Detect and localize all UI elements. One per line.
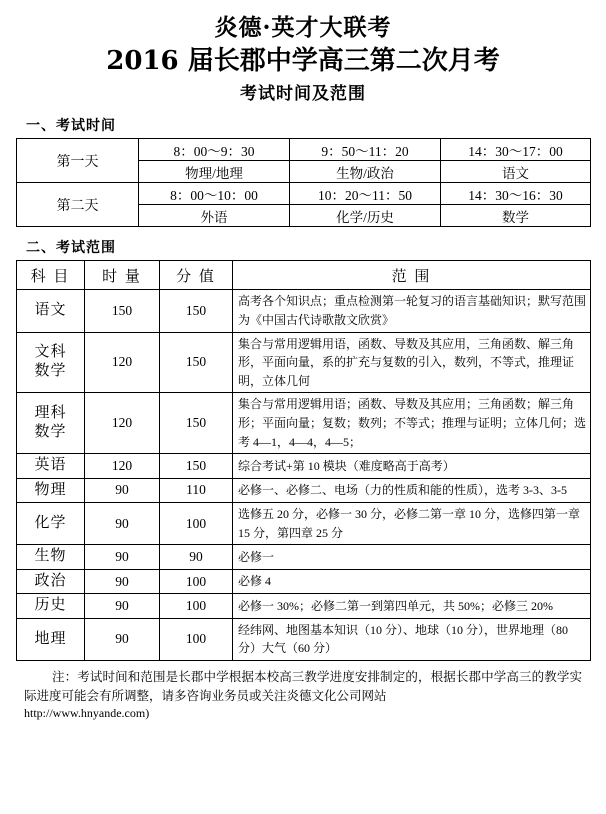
day-label-2: 第二天	[17, 183, 139, 227]
cell-duration: 90	[85, 503, 160, 545]
cell-range: 必修一 30%；必修二第一到第四单元，共 50%；必修三 20%	[233, 594, 591, 619]
table-row	[17, 290, 591, 332]
cell-range: 必修一	[233, 545, 591, 570]
cell-score: 100	[160, 503, 233, 545]
table-row	[17, 503, 591, 545]
footer-note: 注：考试时间和范围是长郡中学根据本校高三教学进度安排制定的，根据长郡中学高三的教学实际进度可能会有所调整，请多咨询业务员或关注炎德文化公司网站	[24, 669, 582, 703]
time-subject: 语文	[441, 161, 591, 183]
time-slot: 10：20～11：50	[290, 183, 441, 205]
table-row	[17, 393, 591, 454]
cell-score: 110	[160, 478, 233, 503]
day-label-1: 第一天	[17, 139, 139, 183]
cell-duration: 120	[85, 393, 160, 454]
cell-score: 150	[160, 332, 233, 393]
table-row	[17, 332, 591, 393]
table-header-row	[17, 261, 591, 290]
time-slot: 14：30～16：30	[441, 183, 591, 205]
cell-duration: 90	[85, 618, 160, 660]
page-title-line2: 2016 届长郡中学高三第二次月考	[106, 45, 500, 76]
time-slot: 14：30～17：00	[441, 139, 591, 161]
cell-score: 100	[160, 618, 233, 660]
cell-subject: 政治	[17, 569, 85, 594]
cell-range: 必修一、必修二、电场（力的性质和能的性质），选考 3-3、3-5	[233, 478, 591, 503]
exam-scope-table	[16, 260, 591, 661]
table-row	[17, 183, 591, 205]
time-subject: 生物/政治	[290, 161, 441, 183]
table-row	[17, 545, 591, 570]
cell-score: 100	[160, 594, 233, 619]
cell-duration: 90	[85, 594, 160, 619]
table-row	[17, 139, 591, 161]
column-header-range: 范 围	[233, 261, 591, 290]
cell-subject: 物理	[17, 478, 85, 503]
time-subject: 化学/历史	[290, 205, 441, 227]
cell-range: 高考各个知识点；重点检测第一轮复习的语言基础知识；默写范围为《中国古代诗歌散文欣赏》	[233, 290, 591, 332]
cell-duration: 90	[85, 569, 160, 594]
cell-subject: 历史	[17, 594, 85, 619]
cell-duration: 150	[85, 290, 160, 332]
cell-subject: 生物	[17, 545, 85, 570]
table-row	[17, 594, 591, 619]
time-subject: 数学	[441, 205, 591, 227]
exam-time-table	[16, 138, 591, 227]
cell-score: 100	[160, 569, 233, 594]
cell-duration: 90	[85, 545, 160, 570]
cell-range: 选修五 20 分，必修一 30 分，必修二第一章 10 分，选修四第一章 15 分，第四章 25 分	[233, 503, 591, 545]
cell-subject: 英语	[17, 454, 85, 479]
cell-score: 150	[160, 454, 233, 479]
footer-url: http://www.hnyande.com)	[24, 706, 150, 721]
cell-subject: 地理	[17, 618, 85, 660]
cell-score: 90	[160, 545, 233, 570]
cell-duration: 90	[85, 478, 160, 503]
cell-score: 150	[160, 393, 233, 454]
page-title-line1: 炎德·英才大联考	[214, 14, 392, 41]
cell-subject: 化学	[17, 503, 85, 545]
cell-range: 综合考试+第 10 模块（难度略高于高考）	[233, 454, 591, 479]
table-row	[17, 618, 591, 660]
cell-duration: 120	[85, 454, 160, 479]
table-row	[17, 569, 591, 594]
cell-subject: 文科 数学	[17, 332, 85, 393]
cell-range: 必修 4	[233, 569, 591, 594]
table-row	[17, 478, 591, 503]
column-header-subject: 科 目	[17, 261, 85, 290]
time-slot: 8：00～9：30	[139, 139, 290, 161]
cell-range: 经纬网、地图基本知识（10 分）、地球（10 分），世界地理（80 分）大气（60 分）	[233, 618, 591, 660]
cell-score: 150	[160, 290, 233, 332]
section-heading-exam-time: 一、考试时间	[26, 119, 116, 135]
cell-subject: 语文	[17, 290, 85, 332]
section-heading-exam-scope: 二、考试范围	[26, 241, 116, 257]
table-row	[17, 454, 591, 479]
cell-range: 集合与常用逻辑用语；函数、导数及其应用；三角函数；解三角形；平面向量；复数；数列；不等式；推理与证明；立体几何；选考 4—1，4—4，4—5；	[233, 393, 591, 454]
time-slot: 8：00～10：00	[139, 183, 290, 205]
time-slot: 9：50～11：20	[290, 139, 441, 161]
column-header-score: 分 值	[160, 261, 233, 290]
cell-duration: 120	[85, 332, 160, 393]
cell-range: 集合与常用逻辑用语，函数、导数及其应用，三角函数、解三角形，平面向量，系的扩充与复数的引入，数列，不等式，推理证明，立体几何	[233, 332, 591, 393]
time-subject: 外语	[139, 205, 290, 227]
column-header-duration: 时 量	[85, 261, 160, 290]
page-subtitle: 考试时间及范围	[240, 84, 366, 105]
time-subject: 物理/地理	[139, 161, 290, 183]
cell-subject: 理科 数学	[17, 393, 85, 454]
